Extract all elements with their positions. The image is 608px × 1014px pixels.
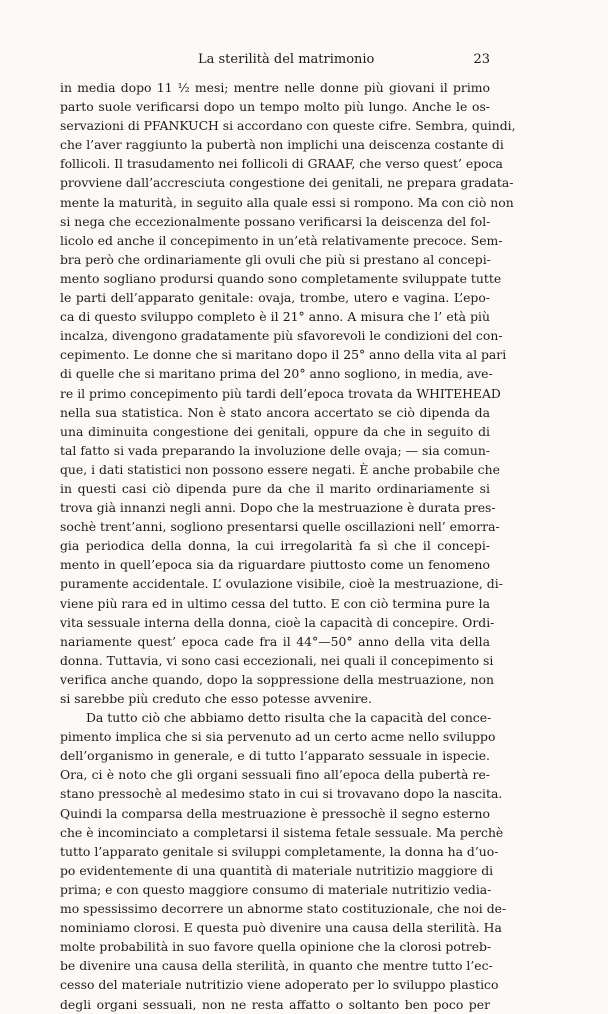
text-line: po evidentemente di una quantità di materiale nutritizio maggiore di bbox=[60, 862, 494, 878]
text-line: bra però che ordinariamente gli ovuli che più si prestano al concepi- bbox=[60, 251, 491, 267]
text-line: verifica anche quando, dopo la soppressione della mestruazione, non bbox=[60, 671, 494, 687]
text-line: be divenire una causa della sterilità, in quanto che mentre tutto l’ec- bbox=[60, 958, 493, 974]
text-line: viene più rara ed in ultimo cessa del tutto. E con ciò termina pure la bbox=[60, 595, 490, 611]
text-line: degli organi sessuali, non ne resta affatto o soltanto ben poco per bbox=[60, 996, 490, 1012]
text-line: nominiamo clorosi. E questa può divenire una causa della sterilità. Ha bbox=[60, 920, 502, 936]
text-line: mento in quell’epoca sia da riguardare piuttosto come un fenomeno bbox=[60, 557, 490, 573]
text-line: trova già innanzi negli anni. Dopo che la mestruazione è durata pres- bbox=[60, 500, 496, 516]
text-line: incalza, divengono gradatamente più sfavorevoli le condizioni del con- bbox=[60, 328, 503, 344]
text-line: re il primo concepimento più tardi dell’epoca trovata da WHITEHEAD bbox=[60, 385, 501, 401]
text-line: dell’organismo in generale, e di tutto l’apparato sessuale in ispecie. bbox=[60, 748, 490, 764]
text-line: mente la maturità, in seguito alla quale essi si rompono. Ma con ciò non bbox=[60, 194, 514, 210]
text-line: tutto l’apparato genitale si sviluppi completamente, la donna ha d’uo- bbox=[60, 843, 499, 859]
text-line: nella sua statistica. Non è stato ancora accertato se ciò dipenda da bbox=[60, 404, 490, 420]
text-line: que, i dati statistici non possono essere negati. È anche probabile che bbox=[60, 461, 500, 477]
text-line: mento sogliano prodursi quando sono completamente sviluppate tutte bbox=[60, 270, 502, 286]
text-line: Quindi la comparsa della mestruazione è pressochè il segno esterno bbox=[60, 805, 490, 821]
text-line: puramente accidentale. L’ ovulazione visibile, cioè la mestruazione, di- bbox=[60, 576, 503, 592]
text-line: donna. Tuttavia, vi sono casi eccezionali, nei quali il concepimento si bbox=[60, 652, 494, 668]
text-line: molte probabilità in suo favore quella opinione che la clorosi potreb- bbox=[60, 939, 492, 955]
text-line: pimento implica che si sia pervenuto ad un certo acme nello sviluppo bbox=[60, 729, 496, 745]
text-line: servazioni di PFANKUCH si accordano con queste cifre. Sembra, quindi, bbox=[60, 118, 516, 134]
text-line: nariamente quest’ epoca cade fra il 44°—50° anno della vita della bbox=[60, 633, 490, 649]
text-line: una diminuita congestione dei genitali, oppure da che in seguito di bbox=[60, 423, 490, 439]
text-line: vita sessuale interna della donna, cioè la capacità di concepire. Ordi- bbox=[60, 614, 495, 630]
page-number: 23 bbox=[473, 52, 490, 67]
text-line: licolo ed anche il concepimento in un’età relativamente precoce. Sem- bbox=[60, 232, 503, 248]
text-line: follicoli. Il trasudamento nei follicoli di GRAAF, che verso quest’ epoca bbox=[60, 156, 503, 172]
paragraph bbox=[60, 78, 516, 708]
text-line: mo spessissimo decorrere un abnorme stato costituzionale, che noi de- bbox=[60, 901, 507, 917]
body-text bbox=[60, 78, 516, 1014]
text-line: provviene dall’accresciuta congestione dei genitali, ne prepara gradata- bbox=[60, 175, 514, 191]
text-line: che l’aver raggiunto la pubertà non implichi una deiscenza costante di bbox=[60, 137, 504, 153]
text-line: gia periodica della donna, la cui irregolarità fa sì che il concepi- bbox=[60, 538, 490, 554]
text-line: le parti dell’apparato genitale: ovaja, trombe, utero e vagina. L’epo- bbox=[60, 290, 490, 306]
text-line: si sarebbe più creduto che esso potesse avvenire. bbox=[60, 691, 372, 706]
text-line: parto suole verificarsi dopo un tempo molto più lungo. Anche le os- bbox=[60, 99, 490, 115]
running-title: La sterilità del matrimonio bbox=[198, 52, 375, 67]
text-line: cepimento. Le donne che si maritano dopo il 25° anno della vita al pari bbox=[60, 347, 507, 363]
text-line: ca di questo sviluppo completo è il 21° anno. A misura che l’ età più bbox=[60, 309, 490, 325]
text-line: cesso del materiale nutritizio viene adoperato per lo sviluppo plastico bbox=[60, 977, 499, 993]
text-line: in media dopo 11 ½ mesi; mentre nelle donne più giovani il primo bbox=[60, 80, 490, 95]
text-line: che è incominciato a completarsi il sistema fetale sessuale. Ma perchè bbox=[60, 824, 504, 840]
text-line: Ora, ci è noto che gli organi sessuali fino all’epoca della pubertà re- bbox=[60, 767, 490, 783]
paragraph bbox=[60, 708, 507, 1014]
text-line: in questi casi ciò dipenda pure da che il marito ordinariamente si bbox=[60, 480, 490, 496]
text-line: Da tutto ciò che abbiamo detto risulta che la capacità del conce- bbox=[86, 710, 492, 726]
text-line: stano pressochè al medesimo stato in cui si trovavano dopo la nascita. bbox=[60, 786, 503, 802]
text-line: di quelle che si maritano prima del 20° anno sogliono, in media, ave- bbox=[60, 366, 493, 382]
text-line: sochè trent’anni, sogliono presentarsi quelle oscillazioni nell’ emorra- bbox=[60, 519, 500, 535]
text-line: tal fatto si vada preparando la involuzione delle ovaja; — sia comun- bbox=[60, 442, 490, 458]
text-line: prima; e con questo maggiore consumo di materiale nutritizio vedia- bbox=[60, 881, 492, 897]
text-line: si nega che eccezionalmente possano verificarsi la deiscenza del fol- bbox=[60, 213, 491, 229]
